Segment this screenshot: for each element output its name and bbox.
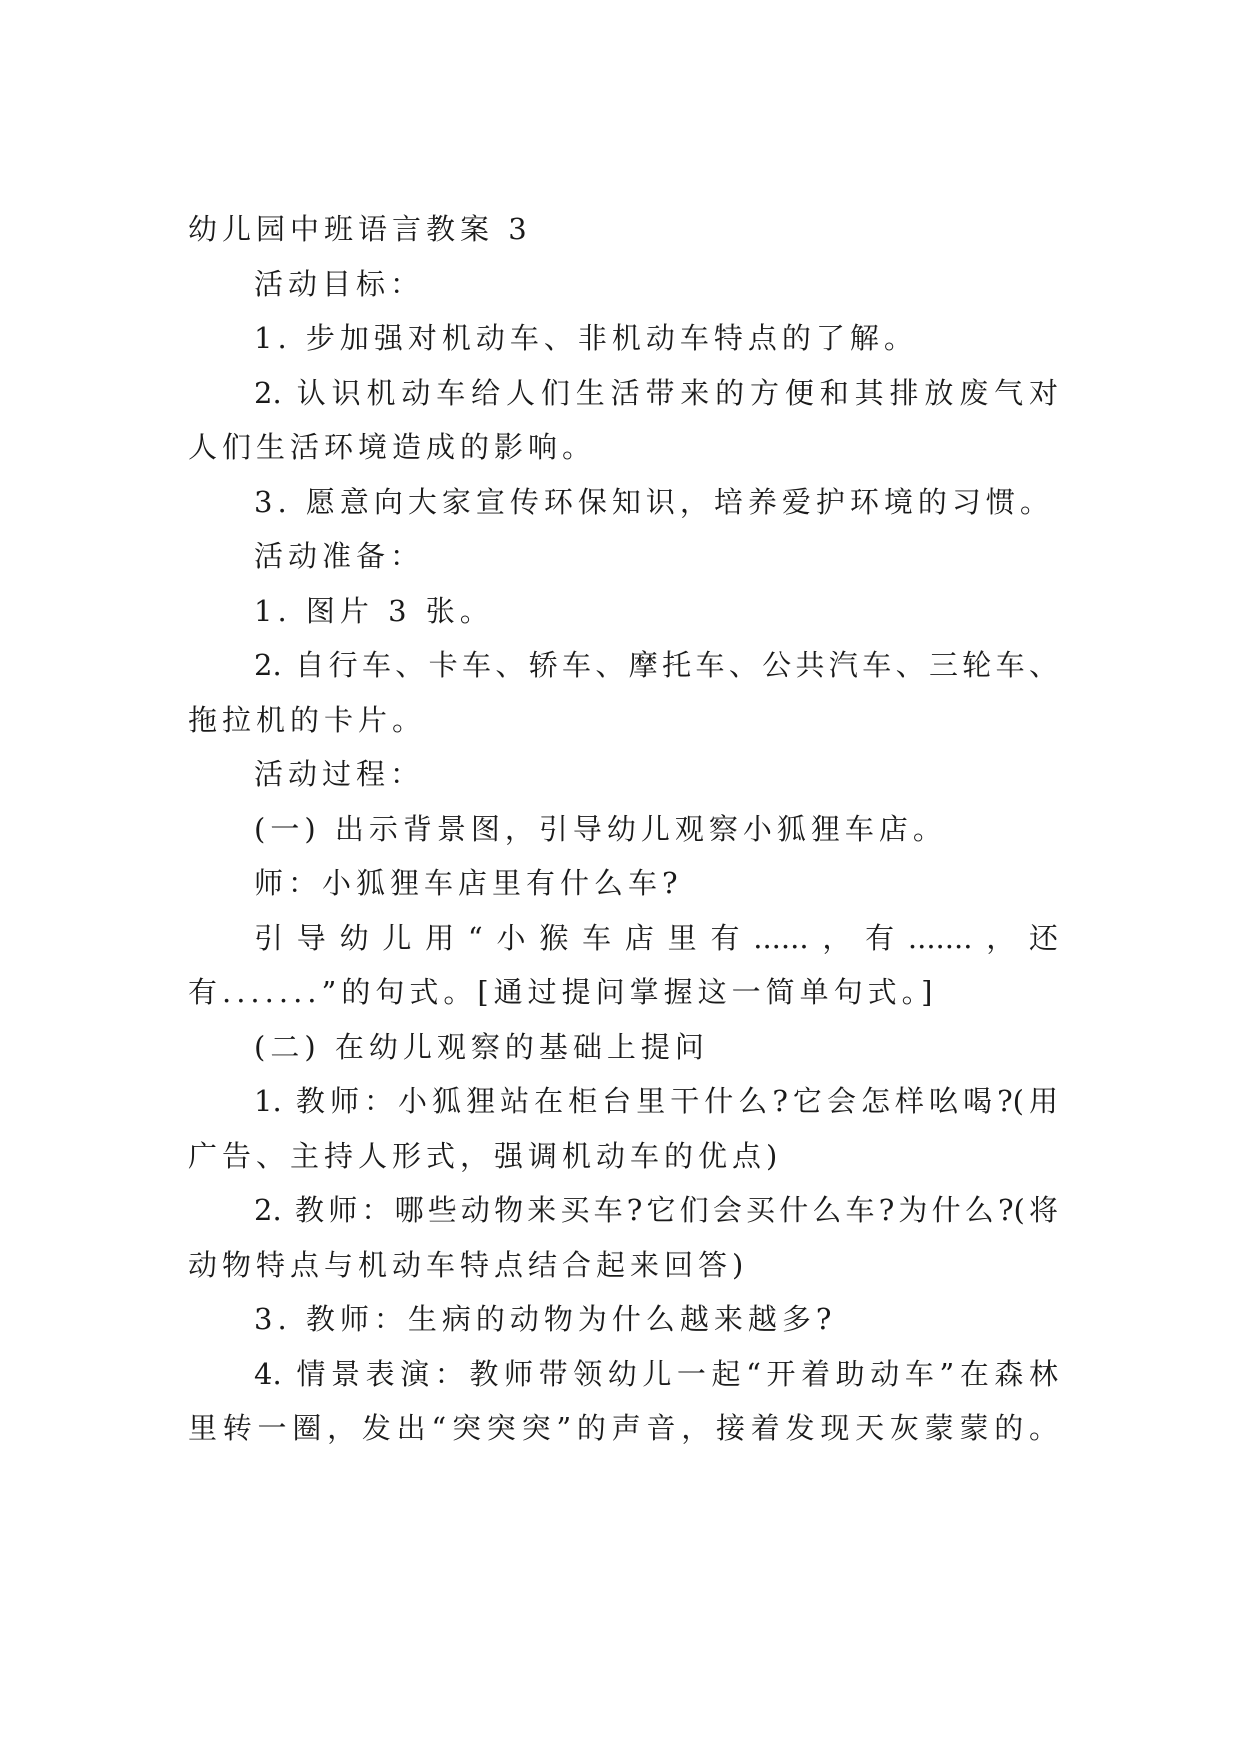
paragraph-line: 3. 愿意向大家宣传环保知识，培养爱护环境的习惯。 [254, 485, 1054, 519]
paragraph-line: 引导幼儿用“小猴车店里有......，有.......，还 [254, 921, 1058, 955]
document-title: 幼儿园中班语言教案 3 [188, 212, 532, 246]
paragraph-line: 有.......”的句式。[通过提问掌握这一简单句式。] [188, 975, 938, 1009]
paragraph-line: 师：小狐狸车店里有什么车? [254, 866, 683, 900]
paragraph-line: 4. 情景表演：教师带领幼儿一起“开着助动车”在森林 [254, 1357, 1058, 1391]
paragraph-line: (二) 在幼儿观察的基础上提问 [254, 1030, 709, 1064]
paragraph-line: 里转一圈，发出“突突突”的声音，接着发现天灰蒙蒙的。 [188, 1411, 1058, 1445]
paragraph-line: 2. 认识机动车给人们生活带来的方便和其排放废气对 [254, 376, 1058, 410]
section-heading-goals: 活动目标： [254, 267, 425, 301]
paragraph-line: 1. 步加强对机动车、非机动车特点的了解。 [254, 321, 918, 355]
paragraph-line: 广告、主持人形式，强调机动车的优点) [188, 1139, 783, 1173]
paragraph-line: 人们生活环境造成的影响。 [188, 430, 597, 464]
paragraph-line: 拖拉机的卡片。 [188, 703, 427, 737]
section-heading-preparation: 活动准备： [254, 539, 425, 573]
paragraph-line: 2. 自行车、卡车、轿车、摩托车、公共汽车、三轮车、 [254, 648, 1058, 682]
paragraph-line: 动物特点与机动车特点结合起来回答) [188, 1248, 749, 1282]
paragraph-line: 3. 教师：生病的动物为什么越来越多? [254, 1302, 837, 1336]
paragraph-line: (一) 出示背景图，引导幼儿观察小狐狸车店。 [254, 812, 947, 846]
paragraph-line: 1. 教师：小狐狸站在柜台里干什么?它会怎样吆喝?(用 [254, 1084, 1058, 1118]
paragraph-line: 1. 图片 3 张。 [254, 594, 494, 628]
section-heading-process: 活动过程： [254, 757, 425, 791]
paragraph-line: 2. 教师：哪些动物来买车?它们会买什么车?为什么?(将 [254, 1193, 1058, 1227]
